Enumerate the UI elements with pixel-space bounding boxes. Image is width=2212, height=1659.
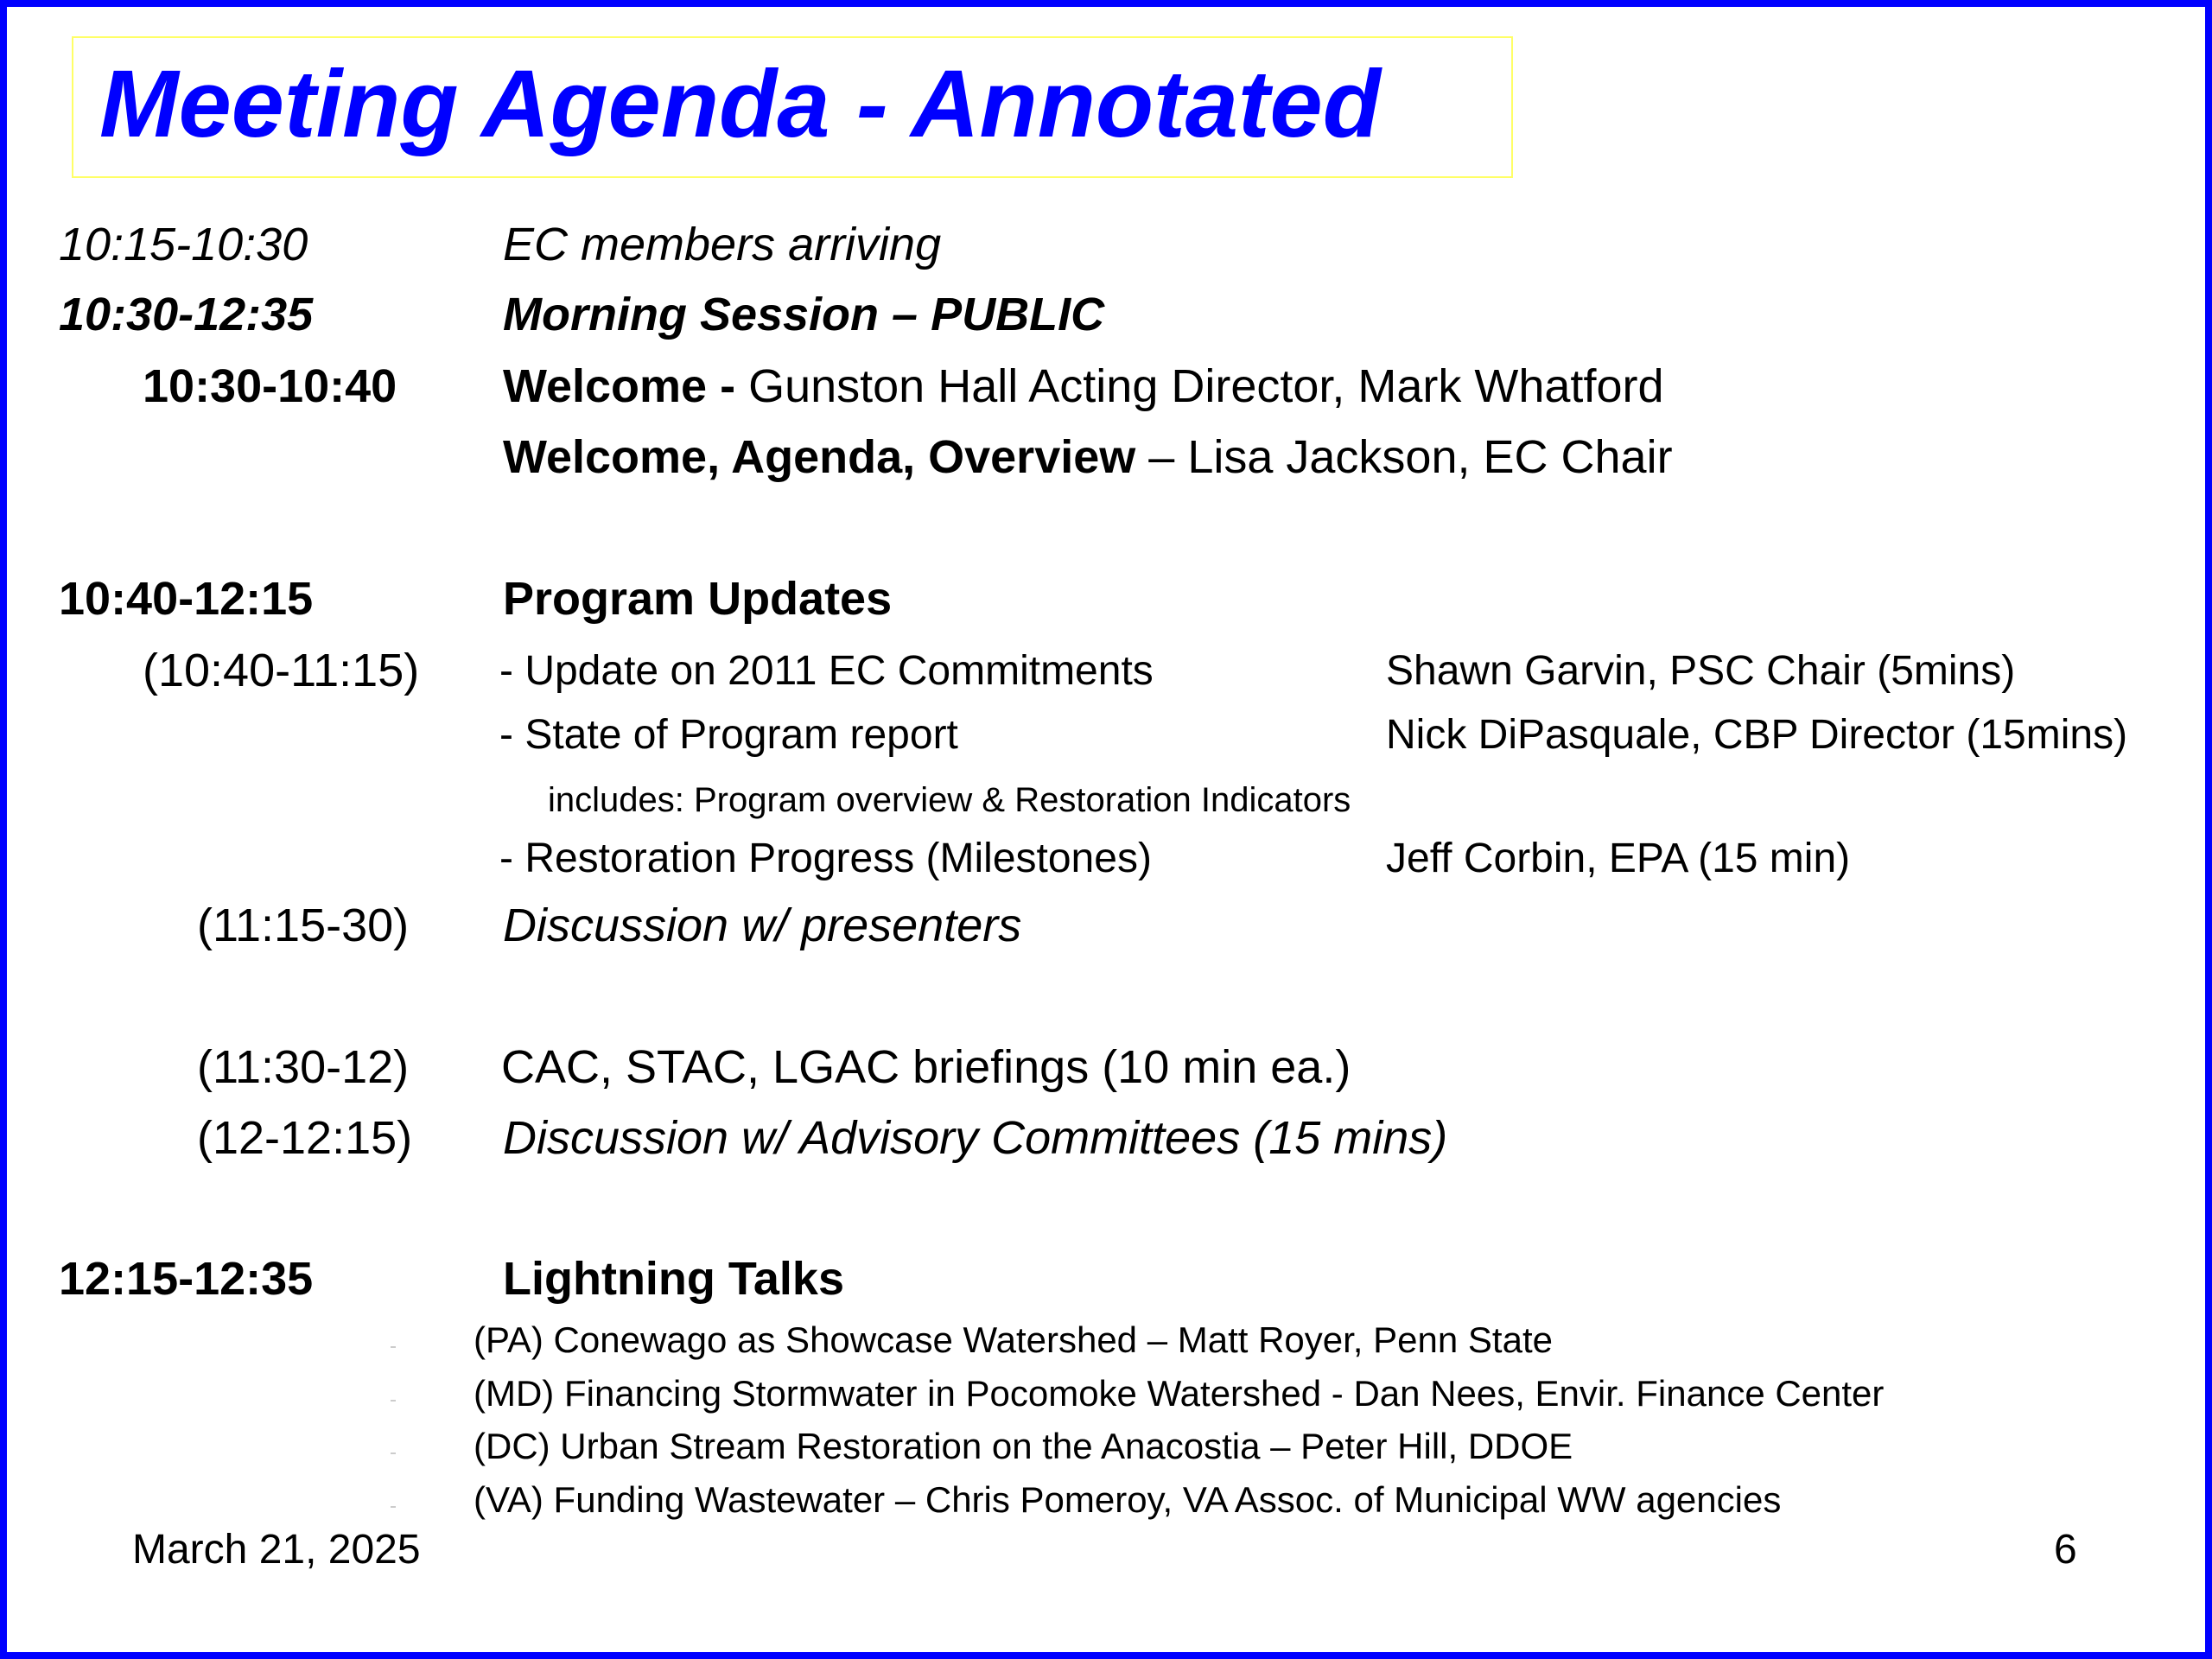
briefings-time: (11:30-12) — [197, 1041, 410, 1093]
discussion-committees-time: (12-12:15) — [197, 1112, 413, 1164]
program-updates-heading: Program Updates — [503, 573, 893, 625]
welcome-label: Welcome - — [503, 360, 736, 412]
lightning-talk-item: (PA) Conewago as Showcase Watershed – Matt Royer, Penn State — [474, 1319, 1553, 1360]
welcome-line-2 — [503, 431, 1673, 483]
lightning-talk-item: (DC) Urban Stream Restoration on the Anacostia – Peter Hill, DDOE — [474, 1426, 1573, 1466]
bullet-icon — [391, 1506, 396, 1508]
update-item-topic: - Update on 2011 EC Commitments — [499, 648, 1154, 694]
discussion-presenters-text: Discussion w/ presenters — [503, 899, 1022, 951]
arrival-time: 10:15-10:30 — [59, 219, 308, 270]
lightning-talk-item: (VA) Funding Wastewater – Chris Pomeroy, VA Assoc. of Municipal WW agencies — [474, 1479, 1782, 1520]
morning-session-text: Morning Session – PUBLIC — [503, 289, 1105, 340]
welcome-text: Gunston Hall Acting Director, Mark Whatford — [735, 360, 1664, 412]
arrival-text: EC members arriving — [503, 219, 942, 270]
bullet-icon — [391, 1346, 396, 1348]
lightning-talks-heading: Lightning Talks — [503, 1253, 844, 1305]
morning-session-time: 10:30-12:35 — [59, 289, 314, 340]
bullet-icon — [391, 1452, 396, 1454]
welcome-line-1 — [503, 360, 1664, 412]
slide-title: Meeting Agenda - Annotated — [99, 51, 1381, 157]
footer-date: March 21, 2025 — [132, 1527, 421, 1573]
program-updates-time: 10:40-12:15 — [59, 573, 314, 625]
update-includes-note: includes: Program overview & Restoration Indicators — [548, 781, 1351, 819]
update-item-presenter: Jeff Corbin, EPA (15 min) — [1386, 836, 1851, 881]
briefings-text: CAC, STAC, LGAC briefings (10 min ea.) — [501, 1041, 1351, 1093]
discussion-committees-text: Discussion w/ Advisory Committees (15 mins) — [503, 1112, 1448, 1164]
welcome-agenda-label: Welcome, Agenda, Overview — [503, 431, 1136, 483]
program-updates-subtime: (10:40-11:15) — [143, 645, 420, 696]
page-number: 6 — [2054, 1527, 2077, 1573]
discussion-presenters-time: (11:15-30) — [197, 899, 410, 951]
title-box — [72, 36, 1513, 178]
lightning-talk-item: (MD) Financing Stormwater in Pocomoke Watershed - Dan Nees, Envir. Finance Center — [474, 1373, 1885, 1414]
welcome-time: 10:30-10:40 — [143, 360, 397, 412]
update-item-topic: - Restoration Progress (Milestones) — [499, 836, 1152, 881]
lightning-talks-time: 12:15-12:35 — [59, 1253, 314, 1305]
update-item-topic: - State of Program report — [499, 712, 958, 758]
bullet-icon — [391, 1400, 396, 1402]
update-item-presenter: Shawn Garvin, PSC Chair (5mins) — [1386, 648, 2016, 694]
update-item-presenter: Nick DiPasquale, CBP Director (15mins) — [1386, 712, 2128, 758]
welcome-agenda-text: – Lisa Jackson, EC Chair — [1135, 431, 1673, 483]
